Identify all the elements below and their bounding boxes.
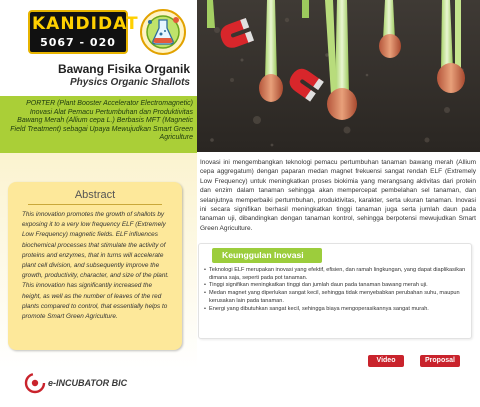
flask-lab-icon — [138, 8, 188, 56]
video-button[interactable]: Video — [368, 355, 404, 367]
shallot-field-photo — [197, 0, 480, 152]
list-item: • Medan magnet yang diperlukan sangat kecil, sehingga tidak menyebabkan perubahan suhu, maupun kerusakan lain pada tanaman. — [204, 290, 468, 305]
list-item: • Energi yang dibutuhkan sangat kecil, sehingga biaya mengoperasikannya sangat murah. — [204, 306, 468, 314]
list-item: • Teknologi ELF merupakan inovasi yang efektif, efisien, dan ramah lingkungan, yang dapat diaplikasikan dimana saja, seperti pada pot tanaman. — [204, 267, 468, 282]
advantages-heading: Keunggulan Inovasi — [222, 250, 304, 260]
page-title: Bawang Fisika Organik — [57, 62, 190, 76]
abstract-text: This innovation promotes the growth of shallots by exposing it to a very low frequency ELF (Extremely Low Frequency) magnetic fields. ELF influences biochemical processes that stimulate the activity of proteins and enzymes, that in turns will accelerate plant cell division, and subsequently improve the growth, productivity, character, and size of the plant. This innovation has significantly increased the height, as well as the number of leaves of the red plants compared to control, that essentially helps to promote Smart Green Agriculture. — [22, 211, 169, 321]
candidate-code: 5067 - 020 — [40, 36, 116, 49]
abstract-card — [8, 182, 182, 350]
advantages-list — [204, 267, 468, 313]
kandidat-badge — [28, 10, 139, 54]
abstract-divider — [28, 204, 162, 205]
e-incubator-logo-icon — [24, 372, 46, 394]
footer-logo-text: e-INCUBATOR BIC — [48, 378, 128, 388]
abstract-heading: Abstract — [74, 189, 116, 201]
kandidat-label: KANDIDAT — [32, 14, 139, 34]
description-text: Inovasi ini mengembangkan teknologi pemacu pertumbuhan tanaman bawang merah (Allium cepa aggregatum) dengan paparan medan magnet frekuensi sangat rendah ELF (Extremely Low Frequency) untuk meningkatkan proses biokimia yang merangsang aktivitas dari protein dan enzim dalam tanaman sehingga akan mempercepat pembelahan sel tanaman, dan selanjutnya memperbaiki pertumbuhan, produktivitas, karakter, serta ukuran tanaman. Inovasi ini secara signifikan berhasil meningkatkan tinggi tanaman juga serta jumlah daun pada tanaman uji, dibandingkan dengan tanaman kontrol, sehingga berpotensi mewujudkan Smart Green Agriculture. — [200, 159, 476, 232]
list-item: • Tinggi signifikan meningkatkan tinggi dan jumlah daun pada tanaman bawang merah uji. — [204, 282, 468, 290]
page-subtitle: Physics Organic Shallots — [69, 77, 190, 88]
proposal-button[interactable]: Proposal — [420, 355, 460, 367]
left-column — [0, 0, 197, 407]
summary-text: PORTER (Plant Booster Accelerator Electromagnetic) Inovasi Alat Pemacu Pertumbuhan dan Produktivitas Bawang Merah (Allium cepa L.) Berbasis MFT (Magnetic Field Treatment) sebagai Upaya Mewujudkan Smart Green Agriculture — [10, 100, 193, 142]
